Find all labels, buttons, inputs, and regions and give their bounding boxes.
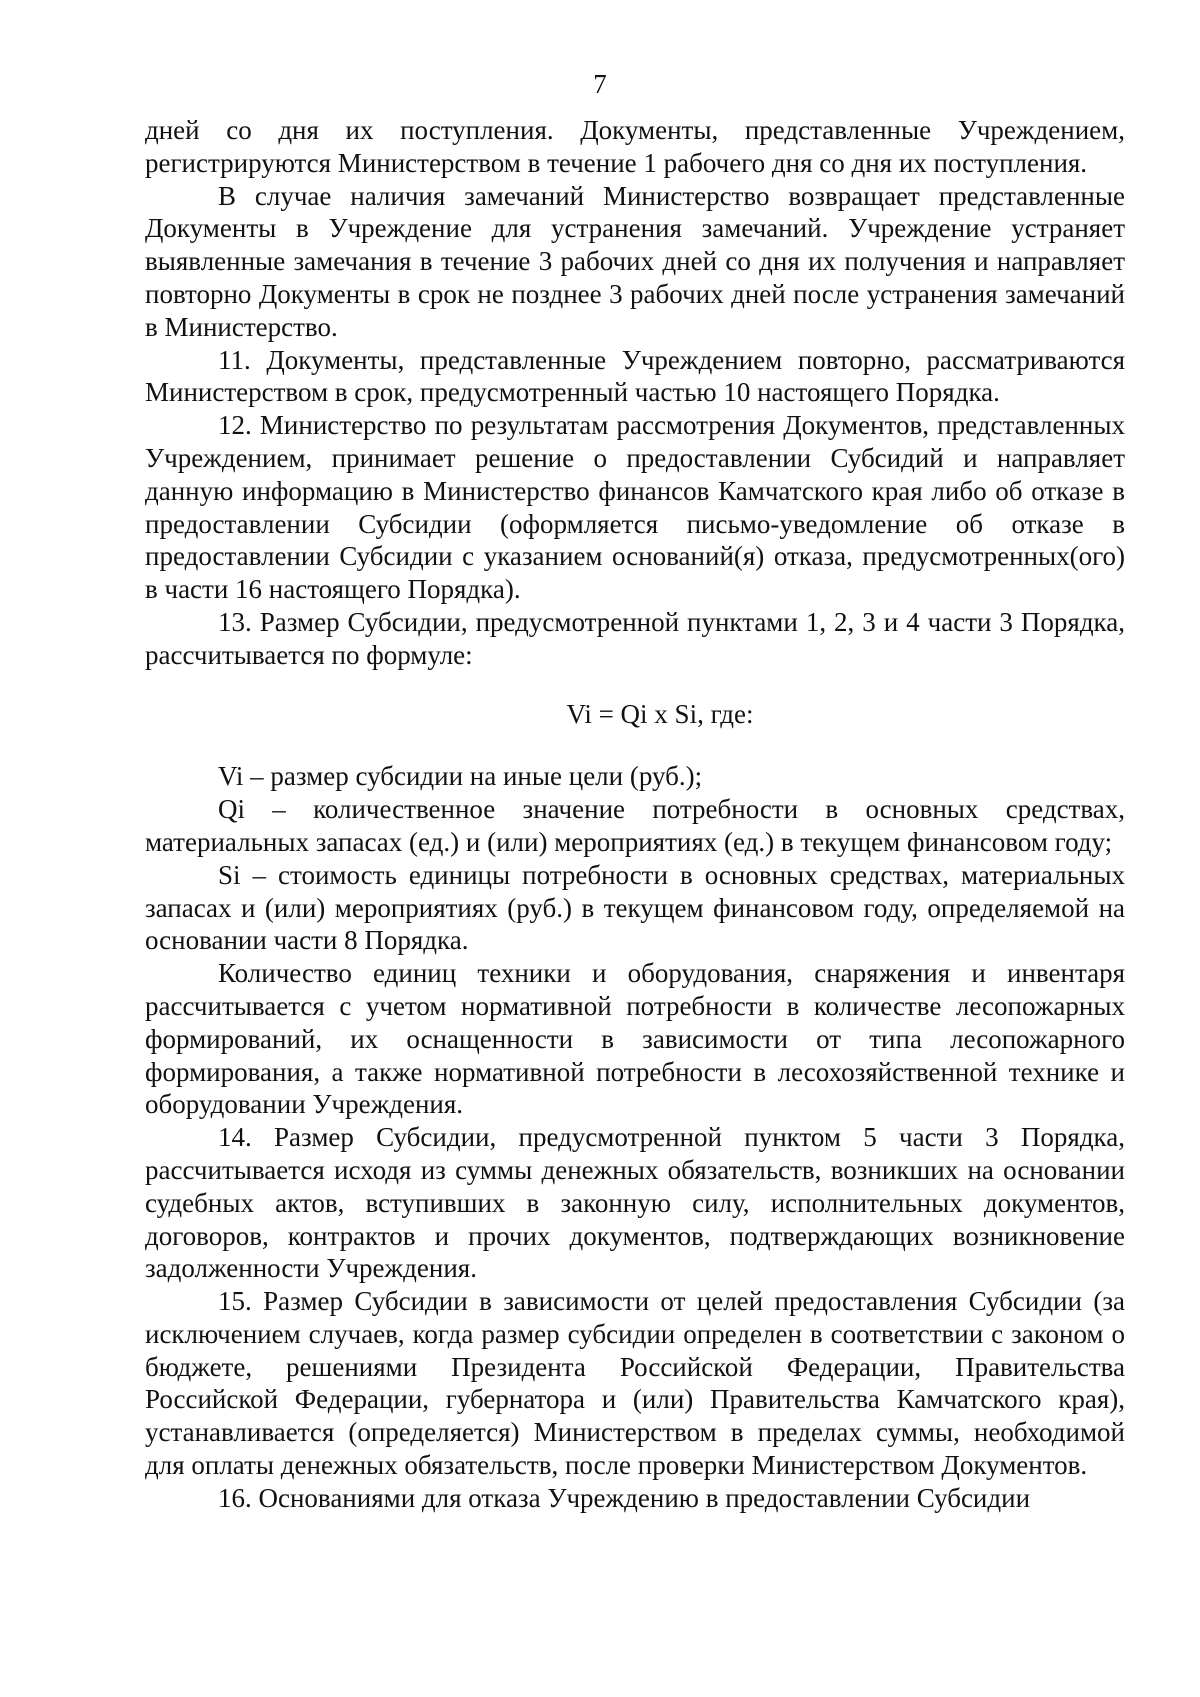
paragraph-16: 16. Основаниями для отказа Учреждению в предоставлении Субсидии [218,1482,1031,1513]
paragraph-equipment-count: Количество единиц техники и оборудования, снаряжения и инвентаря рассчитывается с учетом нормативной потребности в количестве лесопожарных формирований, их оснащенности в зависимости от типа лесопожарного формирования, а также нормативной потребности в лесохозяйственной технике и оборудовании Учреждения. [145,958,1125,1120]
definition-vi: Vi – размер субсидии на иные цели (руб.); [218,761,703,792]
page-number: 7 [593,69,607,99]
definition-qi: Qi – количественное значение потребности в основных средствах, материальных запасах (ед.) и (или) мероприятиях (ед.) в текущем финансовом году; [145,794,1125,857]
paragraph-12: 12. Министерство по результатам рассмотрения Документов, представленных Учреждением, принимает решение о предоставлении Субсидий и направляет данную информацию в Министерство финансов Камчатского края либо об отказе в предоставлении Субсидии (оформляется письмо-уведомление об отказе в предоставлении Субсидии с указанием оснований(я) отказа, предусмотренных(ого) в части 16 настоящего Порядка). [145,410,1125,605]
paragraph-14: 14. Размер Субсидии, предусмотренной пунктом 5 части 3 Порядка, рассчитывается исходя из суммы денежных обязательств, возникших на основании судебных актов, вступивших в законную силу, исполнительных документов, договоров, контрактов и прочих документов, подтверждающих возникновение задолженности Учреждения. [145,1122,1125,1284]
paragraph-11: 11. Документы, представленные Учреждением повторно, рассматриваются Министерством в срок, предусмотренный частью 10 настоящего Порядка. [145,344,1125,408]
paragraph-remarks: В случае наличия замечаний Министерство возвращает представленные Документы в Учреждение для устранения замечаний. Учреждение устраняет выявленные замечания в течение 3 рабочих дней со дня их получения и направляет повторно Документы в срок не позднее 3 рабочих дней после устранения замечаний в Министерство. [145,180,1125,342]
paragraph-13: 13. Размер Субсидии, предусмотренной пунктами 1, 2, 3 и 4 части 3 Порядка, рассчитывается по формуле: [145,606,1125,670]
definition-si: Si – стоимость единицы потребности в основных средствах, материальных запасах и (или) мероприятиях (руб.) в текущем финансовом году, определяемой на основании части 8 Порядка. [145,859,1125,956]
paragraph-15: 15. Размер Субсидии в зависимости от целей предоставления Субсидии (за исключением случаев, когда размер субсидии определен в соответствии с законом о бюджете, решениями Президента Российской Федерации, Правительства Российской Федерации, губернатора и (или) Правительства Камчатского края), устанавливается (определяется) Министерством в пределах суммы, необходимой для оплаты денежных обязательств, после проверки Министерством Документов. [145,1286,1125,1481]
paragraph-continuation: дней со дня их поступления. Документы, представленные Учреждением, регистрируются Министерством в течение 1 рабочего дня со дня их поступления. [145,115,1125,178]
subsidy-formula: Vi = Qi x Si, где: [566,698,754,729]
document-body [145,114,1125,1515]
